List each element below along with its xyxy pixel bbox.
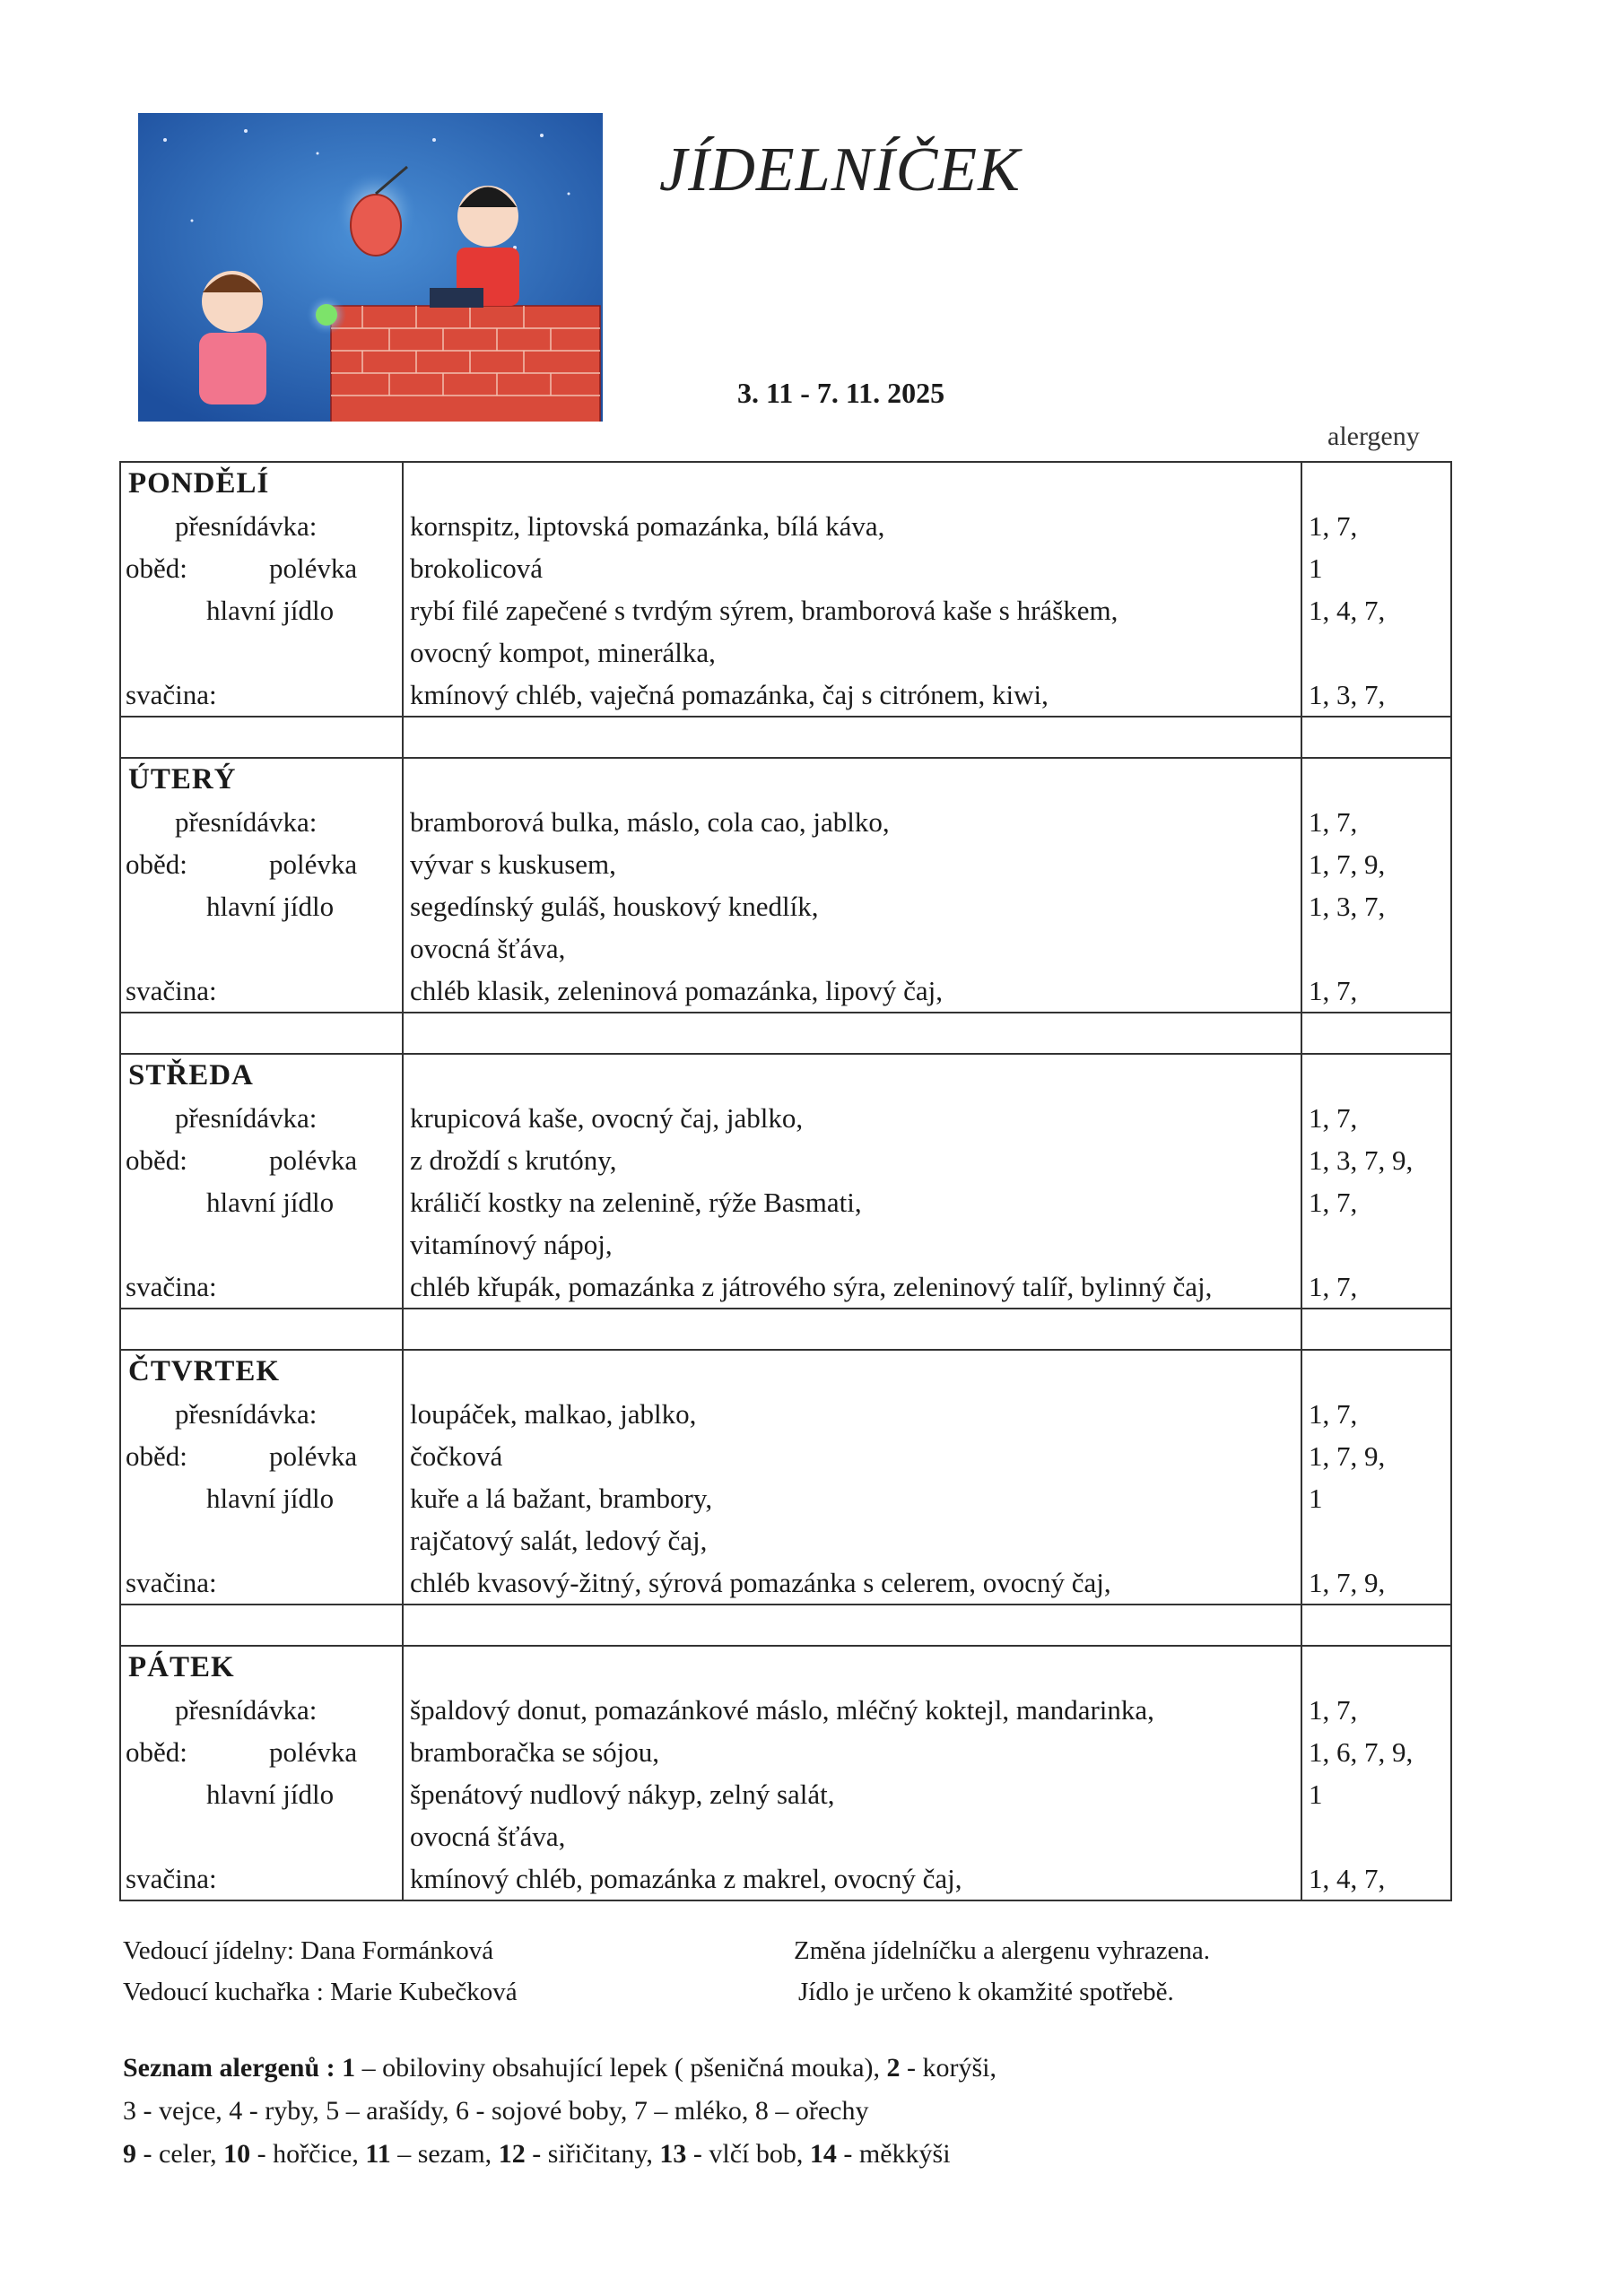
allergen-separator: - — [900, 2053, 923, 2083]
allergens-snack_am: 1, 7, — [1309, 806, 1358, 838]
allergen-number: 9 — [123, 2139, 136, 2169]
separator-cell — [403, 717, 1301, 758]
separator-cell — [1301, 1013, 1451, 1054]
meal-label-snack_am: přesnídávka: — [175, 1694, 318, 1726]
allergen-spacer — [1302, 1647, 1450, 1689]
day-name: STŘEDA — [128, 1059, 254, 1091]
day-labels-cell — [120, 1054, 403, 1309]
day-allergens-cell — [1301, 462, 1451, 717]
food-snack_pm: chléb křupák, pomazánka z játrového sýra, zeleninový talíř, bylinný čaj, — [410, 1271, 1213, 1302]
allergens-soup: 1, 6, 7, 9, — [1309, 1736, 1414, 1768]
meal-label-line — [121, 505, 402, 547]
food-main: králičí kostky na zelenině, rýže Basmati, — [410, 1187, 862, 1218]
meal-label-snack_pm: svačina: — [126, 679, 217, 710]
meal-label-line — [121, 843, 402, 885]
head-chef: Vedoucí kuchařka : Marie Kubečková — [123, 1978, 518, 2006]
meal-label-main: hlavní jídlo — [206, 595, 335, 626]
day-labels-cell — [120, 1350, 403, 1605]
meal-label-snack_pm: svačina: — [126, 1271, 217, 1302]
allergens-snack_pm: 1, 4, 7, — [1309, 1863, 1386, 1894]
allergen-name: vlčí bob, — [709, 2139, 810, 2169]
meal-label-line — [121, 674, 402, 716]
meal-label-line — [121, 1139, 402, 1181]
day-allergens-cell — [1301, 758, 1451, 1013]
meal-label-lunch: oběd: — [126, 848, 187, 880]
allergen-legend-line-2: 3 - vejce, 4 - ryby, 5 – arašídy, 6 - sojové boby, 7 – mléko, 8 – ořechy — [123, 2096, 869, 2126]
meal-label-soup: polévka — [269, 1440, 358, 1472]
allergen-name: hořčice, — [273, 2139, 366, 2169]
day-allergens-cell — [1301, 1350, 1451, 1605]
meal-label-snack_am: přesnídávka: — [175, 1102, 318, 1134]
day-allergens-cell — [1301, 1646, 1451, 1900]
food-soup: bramboračka se sójou, — [410, 1736, 660, 1768]
allergen-number: 14 — [809, 2139, 837, 2169]
meal-label-line — [121, 1477, 402, 1519]
day-name: PÁTEK — [128, 1651, 235, 1683]
allergens-column-label: alergeny — [1327, 422, 1420, 451]
meal-label-snack_am: přesnídávka: — [175, 510, 318, 542]
day-food-cell — [403, 1646, 1301, 1900]
allergens-extra — [1302, 1815, 1450, 1857]
food-soup: vývar s kuskusem, — [410, 848, 616, 880]
food-main: rybí filé zapečené s tvrdým sýrem, bramborová kaše s hráškem, — [410, 595, 1118, 626]
allergens-main: 1 — [1309, 1779, 1323, 1810]
allergen-name: korýši, — [922, 2053, 997, 2083]
day-food-cell — [403, 1054, 1301, 1309]
day-row — [120, 462, 1451, 717]
meal-label-main: hlavní jídlo — [206, 1779, 335, 1810]
day-allergens-cell — [1301, 1054, 1451, 1309]
meal-label-soup: polévka — [269, 1736, 358, 1768]
allergen-legend-line-1 — [123, 2047, 996, 2090]
meal-label-line — [121, 970, 402, 1012]
food-spacer — [404, 1351, 1301, 1393]
food-soup: čočková — [410, 1440, 503, 1472]
allergens-snack_am: 1, 7, — [1309, 1694, 1358, 1726]
allergen-name: měkkýši — [858, 2139, 951, 2169]
meal-label-line — [121, 885, 402, 927]
food-main: segedínský guláš, houskový knedlík, — [410, 891, 819, 922]
food-snack_pm: kmínový chléb, pomazánka z makrel, ovocný čaj, — [410, 1863, 962, 1894]
meal-label-line — [121, 1265, 402, 1308]
day-row — [120, 1350, 1451, 1605]
food-main: kuře a lá bažant, brambory, — [410, 1483, 713, 1514]
food-snack_am: bramborová bulka, máslo, cola cao, jablko, — [410, 806, 890, 838]
allergens-snack_pm: 1, 7, — [1309, 1271, 1358, 1302]
meal-label-snack_am: přesnídávka: — [175, 806, 318, 838]
allergen-number: 13 — [659, 2139, 687, 2169]
day-row — [120, 1054, 1451, 1309]
day-food-cell — [403, 758, 1301, 1013]
meal-label-soup: polévka — [269, 1144, 358, 1176]
allergen-number: 10 — [223, 2139, 251, 2169]
allergen-legend-title: Seznam alergenů : — [123, 2053, 335, 2083]
allergens-snack_pm: 1, 7, — [1309, 975, 1358, 1006]
separator-cell — [120, 1605, 403, 1646]
meal-label-line — [121, 1857, 402, 1900]
allergens-snack_pm: 1, 7, 9, — [1309, 1567, 1386, 1598]
allergen-spacer — [1302, 1351, 1450, 1393]
allergens-extra — [1302, 1223, 1450, 1265]
allergen-separator: - — [836, 2139, 859, 2169]
separator-cell — [1301, 717, 1451, 758]
meal-label-line — [121, 1435, 402, 1477]
meal-label-line — [121, 1689, 402, 1731]
meal-label-snack_am: přesnídávka: — [175, 1398, 318, 1430]
meal-label-line — [121, 1181, 402, 1223]
date-range: 3. 11 - 7. 11. 2025 — [737, 377, 945, 409]
allergen-name: obiloviny obsahující lepek ( pšeničná mouka), — [382, 2053, 887, 2083]
food-spacer — [404, 1055, 1301, 1097]
food-spacer — [404, 1647, 1301, 1689]
allergen-name: celer, — [159, 2139, 224, 2169]
meal-label-soup: polévka — [269, 848, 358, 880]
day-labels-cell — [120, 758, 403, 1013]
allergen-name: sezam, — [417, 2139, 499, 2169]
meal-label-snack_pm: svačina: — [126, 1567, 217, 1598]
day-labels-cell — [120, 462, 403, 717]
separator-row — [120, 1605, 1451, 1646]
consumption-notice: Jídlo je určeno k okamžité spotřebě. — [798, 1978, 1174, 2006]
food-snack_am: špaldový donut, pomazánkové máslo, mléčný koktejl, mandarinka, — [410, 1694, 1154, 1726]
separator-row — [120, 717, 1451, 758]
meal-label-lunch: oběd: — [126, 1440, 187, 1472]
separator-cell — [120, 1309, 403, 1350]
header-illustration — [138, 113, 603, 422]
day-row — [120, 1646, 1451, 1900]
allergen-separator: - — [136, 2139, 159, 2169]
page-title: JÍDELNÍČEK — [659, 135, 1021, 204]
allergens-extra — [1302, 1519, 1450, 1561]
allergen-legend-line-3 — [123, 2133, 996, 2176]
meal-label-lunch: oběd: — [126, 1736, 187, 1768]
allergen-spacer — [1302, 759, 1450, 801]
food-main: špenátový nudlový nákyp, zelný salát, — [410, 1779, 835, 1810]
meal-label-snack_pm: svačina: — [126, 975, 217, 1006]
meal-label-line — [121, 927, 402, 970]
meal-label-line — [121, 631, 402, 674]
food-soup: z droždí s krutóny, — [410, 1144, 617, 1176]
separator-cell — [1301, 1605, 1451, 1646]
food-soup: brokolicová — [410, 552, 544, 584]
meal-label-lunch: oběd: — [126, 1144, 187, 1176]
meal-label-line — [121, 1773, 402, 1815]
allergen-separator: – — [355, 2053, 383, 2083]
allergens-snack_pm: 1, 3, 7, — [1309, 679, 1386, 710]
allergen-separator: - — [686, 2139, 709, 2169]
change-notice: Změna jídelníčku a alergenu vyhrazena. — [794, 1936, 1211, 1965]
day-food-cell — [403, 462, 1301, 717]
food-spacer — [404, 463, 1301, 505]
food-snack_am: kornspitz, liptovská pomazánka, bílá káva, — [410, 510, 885, 542]
meal-label-line — [121, 1223, 402, 1265]
allergen-separator: – — [390, 2139, 418, 2169]
allergens-snack_am: 1, 7, — [1309, 510, 1358, 542]
meal-label-snack_pm: svačina: — [126, 1863, 217, 1894]
meal-label-main: hlavní jídlo — [206, 891, 335, 922]
allergen-legend — [123, 2047, 996, 2176]
food-extra: ovocný kompot, minerálka, — [410, 637, 716, 668]
canteen-manager: Vedoucí jídelny: Dana Formánková — [123, 1936, 494, 1965]
food-extra: vitamínový nápoj, — [410, 1229, 613, 1260]
allergens-extra — [1302, 927, 1450, 970]
meal-label-soup: polévka — [269, 552, 358, 584]
day-name: PONDĚLÍ — [128, 467, 270, 500]
allergen-number: 11 — [365, 2139, 391, 2169]
allergens-main: 1, 7, — [1309, 1187, 1358, 1218]
separator-row — [120, 1309, 1451, 1350]
meal-label-line — [121, 801, 402, 843]
meal-label-line — [121, 1731, 402, 1773]
meal-label-lunch: oběd: — [126, 552, 187, 584]
day-food-cell — [403, 1350, 1301, 1605]
day-name: ČTVRTEK — [128, 1355, 281, 1387]
day-name: ÚTERÝ — [128, 763, 237, 796]
day-labels-cell — [120, 1646, 403, 1900]
allergens-soup: 1, 7, 9, — [1309, 848, 1386, 880]
allergens-main: 1 — [1309, 1483, 1323, 1514]
allergen-spacer — [1302, 1055, 1450, 1097]
menu-table — [119, 461, 1452, 1901]
allergen-name: siřičitany, — [547, 2139, 660, 2169]
food-snack_pm: chléb kvasový-žitný, sýrová pomazánka s celerem, ovocný čaj, — [410, 1567, 1111, 1598]
meal-label-line — [121, 1519, 402, 1561]
food-snack_pm: chléb klasik, zeleninová pomazánka, lipový čaj, — [410, 975, 943, 1006]
food-extra: ovocná šťáva, — [410, 933, 566, 964]
allergen-spacer — [1302, 463, 1450, 505]
meal-label-main: hlavní jídlo — [206, 1483, 335, 1514]
separator-row — [120, 1013, 1451, 1054]
food-snack_am: loupáček, malkao, jablko, — [410, 1398, 697, 1430]
food-extra: ovocná šťáva, — [410, 1821, 566, 1852]
meal-label-line — [121, 1393, 402, 1435]
allergen-number: 1 — [342, 2053, 356, 2083]
allergens-main: 1, 4, 7, — [1309, 595, 1386, 626]
meal-label-line — [121, 1815, 402, 1857]
food-snack_am: krupicová kaše, ovocný čaj, jablko, — [410, 1102, 804, 1134]
meal-label-main: hlavní jídlo — [206, 1187, 335, 1218]
allergens-snack_am: 1, 7, — [1309, 1102, 1358, 1134]
separator-cell — [120, 1013, 403, 1054]
allergens-soup: 1 — [1309, 552, 1323, 584]
allergens-snack_am: 1, 7, — [1309, 1398, 1358, 1430]
allergens-soup: 1, 7, 9, — [1309, 1440, 1386, 1472]
separator-cell — [403, 1605, 1301, 1646]
meal-label-line — [121, 589, 402, 631]
separator-cell — [1301, 1309, 1451, 1350]
allergen-separator: - — [250, 2139, 274, 2169]
allergens-extra — [1302, 631, 1450, 674]
food-spacer — [404, 759, 1301, 801]
food-extra: rajčatový salát, ledový čaj, — [410, 1525, 708, 1556]
separator-cell — [403, 1013, 1301, 1054]
separator-cell — [403, 1309, 1301, 1350]
meal-label-line — [121, 1097, 402, 1139]
food-snack_pm: kmínový chléb, vaječná pomazánka, čaj s citrónem, kiwi, — [410, 679, 1049, 710]
separator-cell — [120, 717, 403, 758]
allergens-main: 1, 3, 7, — [1309, 891, 1386, 922]
day-row — [120, 758, 1451, 1013]
allergen-number: 2 — [886, 2053, 901, 2083]
allergen-number: 12 — [498, 2139, 526, 2169]
meal-label-line — [121, 1561, 402, 1604]
allergens-soup: 1, 3, 7, 9, — [1309, 1144, 1414, 1176]
allergen-separator: - — [525, 2139, 548, 2169]
meal-label-line — [121, 547, 402, 589]
